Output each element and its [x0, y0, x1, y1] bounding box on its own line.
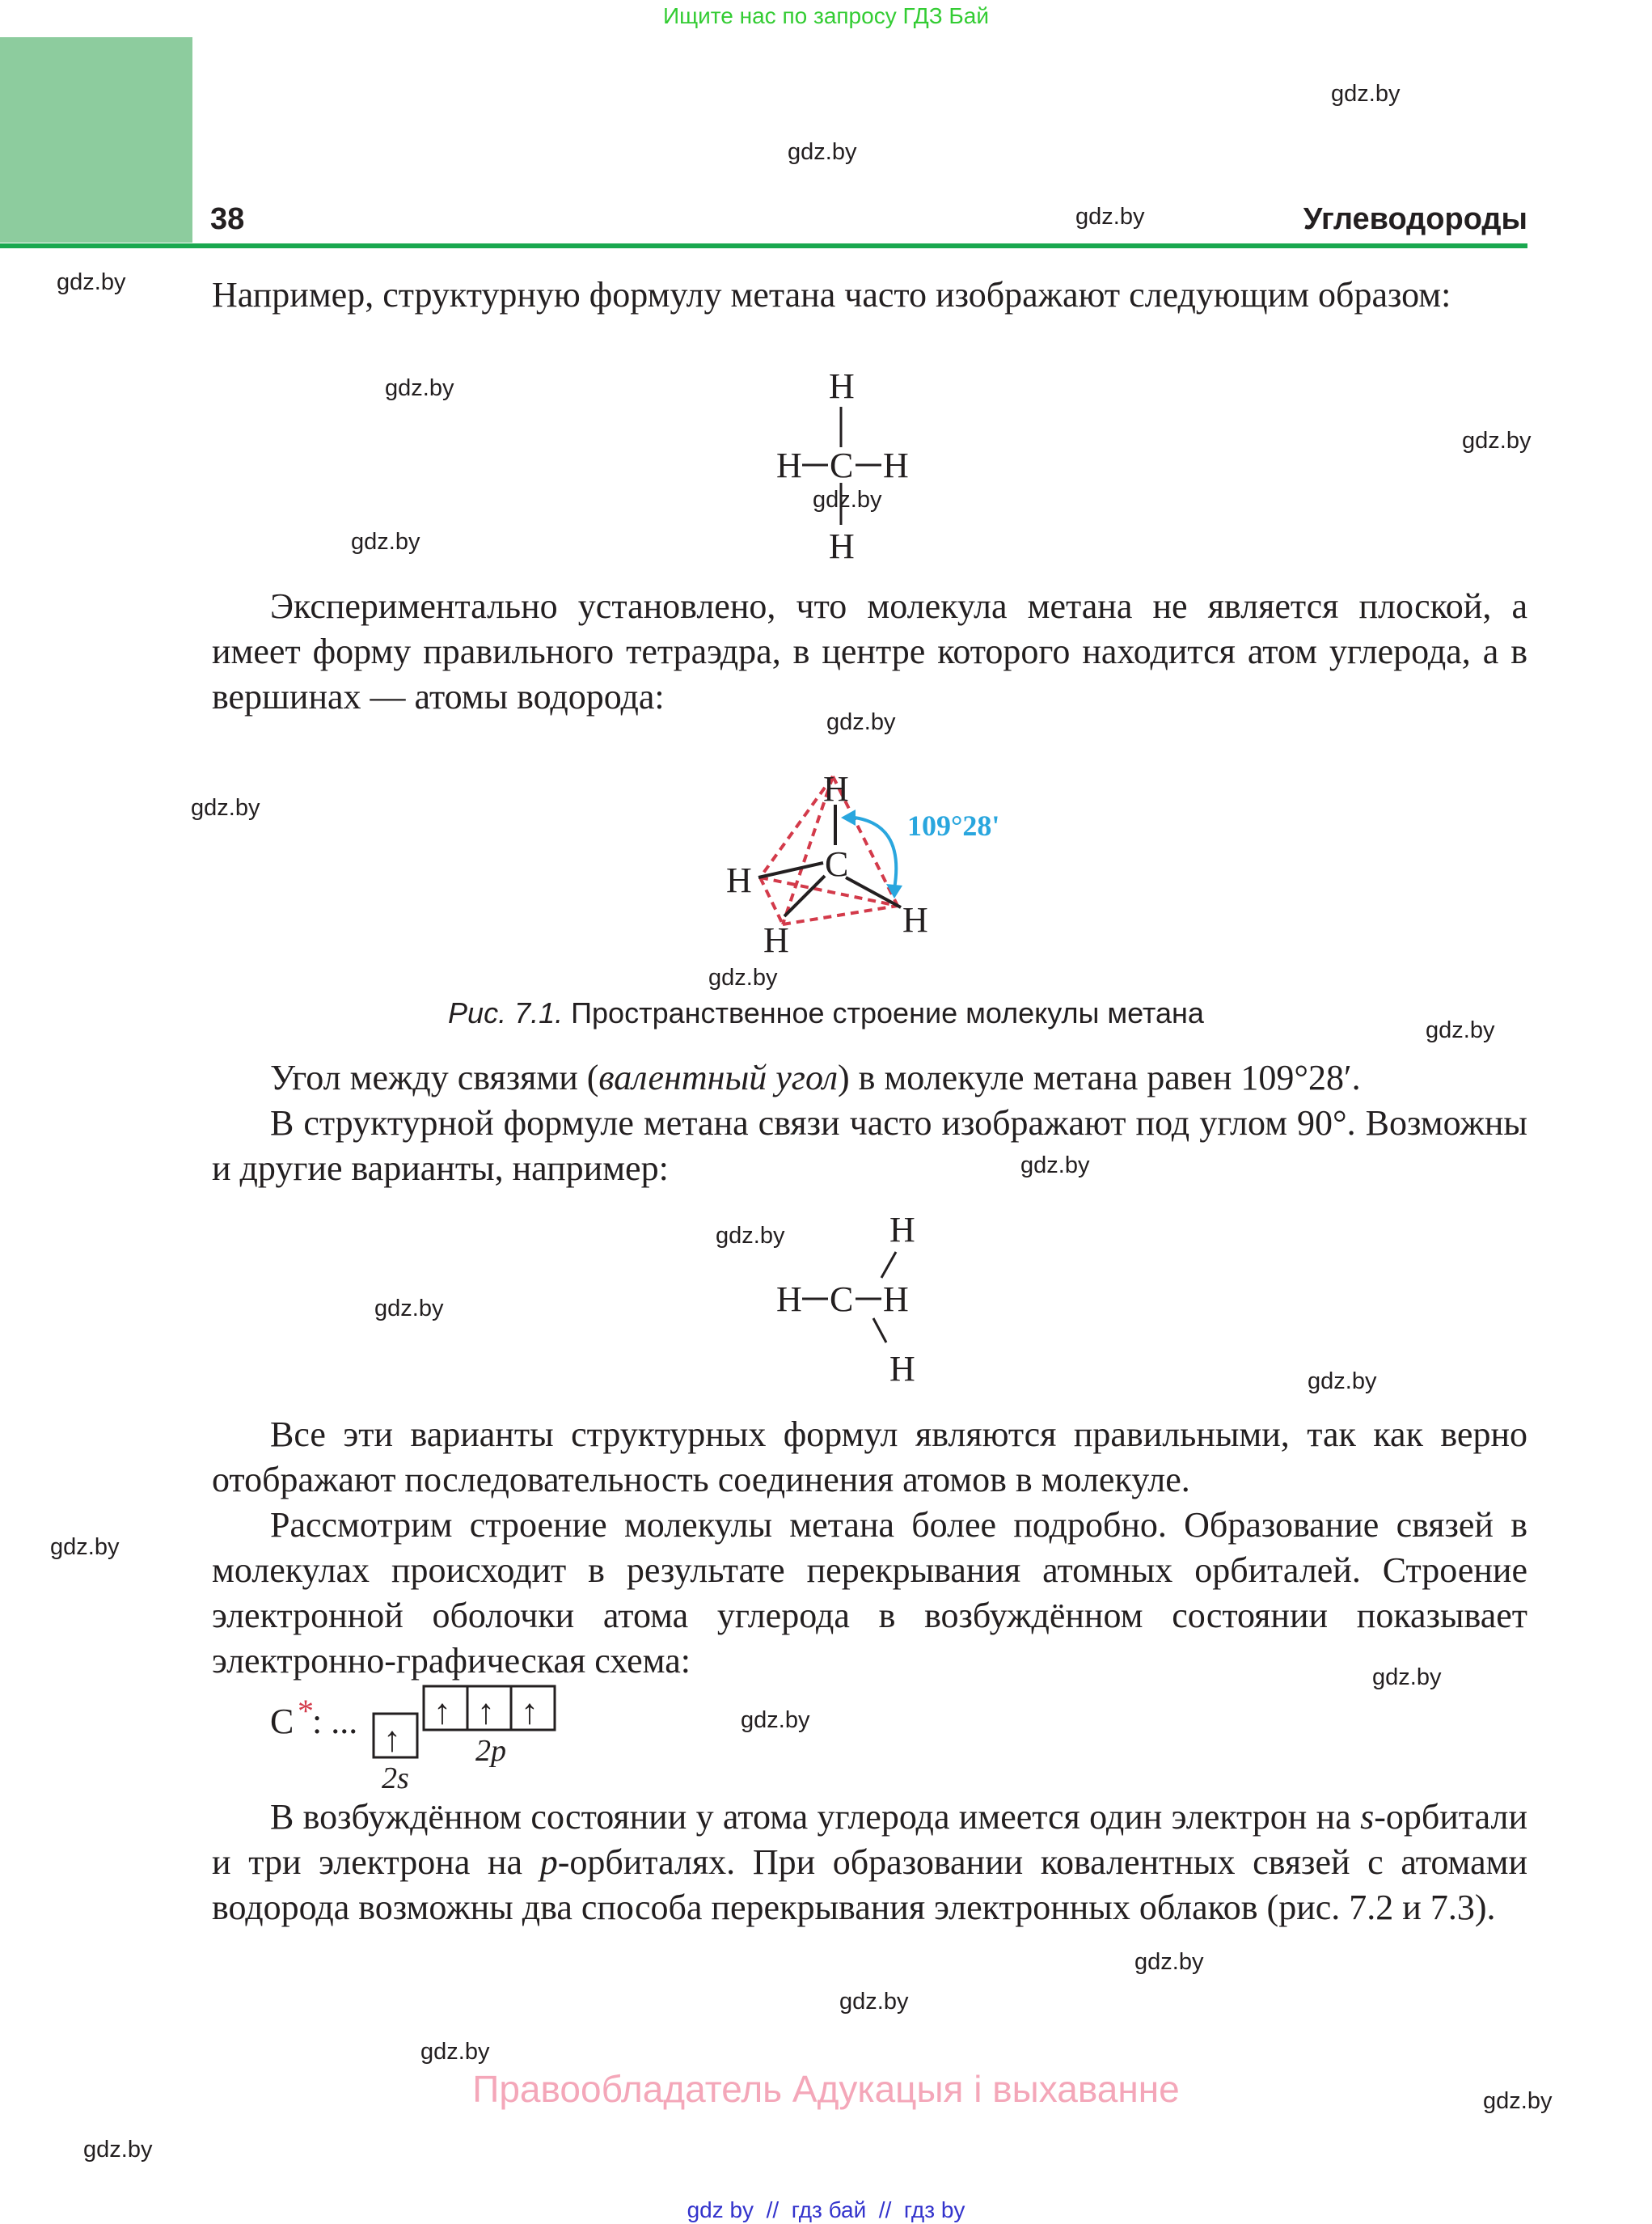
tetra-h-right: H [902, 900, 928, 940]
formula1-h-left: H [776, 446, 802, 485]
watermark: gdz.by [420, 2039, 490, 2065]
bond-line [881, 1252, 896, 1278]
tetra-c: C [825, 844, 849, 884]
p3-part-b: ) в молекуле метана равен 109°28′. [838, 1058, 1361, 1097]
figure-caption-text: Пространственное строение молекулы метана [571, 996, 1204, 1030]
p7-part-c: -орбиталях. При образовании ковалентных связей с атомами водорода возможны два способа перекрывания электронных облаков (рис. 7.2 и 7.3). [212, 1842, 1527, 1927]
watermark: gdz.by [826, 709, 896, 735]
methane-structural-formula-planar [752, 360, 978, 570]
paragraph-all-correct [212, 1412, 1527, 1503]
tetra-edge [783, 906, 898, 924]
p3-part-a: Угол между связями ( [270, 1058, 599, 1097]
electron-configuration-scheme [259, 1678, 598, 1799]
formula1-c: C [830, 446, 854, 485]
tetra-h-bottom: H [763, 920, 789, 960]
watermark: gdz.by [1426, 1017, 1495, 1043]
p7-part-b: -орбитали и три электрона на [212, 1797, 1527, 1882]
paragraph-90-degree-text: В структурной формуле метана связи часто изображают под углом 90°. Возможны и другие варианты, например: [212, 1103, 1527, 1188]
paragraph-orbitals [212, 1503, 1527, 1684]
bond-angle-label: 109°28' [907, 810, 1000, 842]
paragraph-tetrahedron [212, 584, 1527, 720]
figure-number: Рис. 7.1. [448, 996, 564, 1030]
c-h-bond [784, 876, 825, 916]
paragraph-excited-state [212, 1795, 1527, 1930]
formula2-h-right: H [883, 1279, 909, 1319]
label-2p: 2p [475, 1734, 506, 1768]
watermark: gdz.by [385, 375, 454, 401]
paragraph-all-correct-text: Все эти варианты структурных формул являются правильными, так как верно отображают последовательность соединения атомов в молекуле. [212, 1414, 1527, 1499]
formula2-h-bottom: H [889, 1349, 915, 1389]
watermark: gdz.by [1075, 204, 1145, 230]
electron-arrow-2p: ↑ [477, 1692, 495, 1731]
formula2-h-top: H [889, 1210, 915, 1249]
bottom-links[interactable]: gdz by // гдз бай // гдз by [687, 2197, 965, 2222]
watermark: gdz.by [716, 1223, 785, 1249]
watermark: gdz.by [1331, 81, 1401, 107]
c-h-bond [758, 863, 823, 877]
watermark: gdz.by [374, 1296, 444, 1321]
watermark: gdz.by [1020, 1152, 1090, 1178]
methane-structural-formula-alternative [752, 1205, 978, 1399]
tetra-h-left: H [726, 860, 752, 900]
watermark: gdz.by [741, 1707, 810, 1733]
rights-holder: Правообладатель Адукацыя і выхаванне [472, 2068, 1180, 2110]
watermark: gdz.by [1308, 1368, 1377, 1394]
electron-arrow-2s: ↑ [383, 1719, 401, 1759]
formula1-h-top: H [829, 366, 855, 406]
paragraph-orbitals-text: Рассмотрим строение молекулы метана более подробно. Образование связей в молекулах происходит в результате перекрывания атомных орбиталей. Строение электронной оболочки атома углерода в возбуждённом состоянии показывает электронно-графическая схема: [212, 1505, 1527, 1681]
scheme-excited-star: * [298, 1693, 314, 1729]
watermark: gdz.by [813, 487, 882, 513]
scheme-atom-c: C [270, 1702, 294, 1741]
watermark: gdz.by [57, 269, 126, 295]
electron-arrow-2p: ↑ [521, 1692, 539, 1731]
page-number: 38 [210, 202, 245, 236]
watermark: gdz.by [1372, 1664, 1442, 1690]
formula1-h-right: H [883, 446, 909, 485]
methane-tetrahedron-figure [703, 740, 1027, 975]
label-2s: 2s [382, 1761, 409, 1795]
tetra-h-top: H [823, 769, 849, 809]
watermark: gdz.by [708, 965, 778, 991]
p7-s: s [1360, 1797, 1375, 1837]
formula1-h-bottom: H [829, 526, 855, 566]
bond-line [873, 1318, 886, 1342]
p7-part-a: В возбуждённом состоянии у атома углерода имеется один электрон на [270, 1797, 1361, 1837]
paragraph-intro: Например, структурную формулу метана часто изображают следующим образом: [212, 275, 1451, 315]
paragraph-tetrahedron-text: Экспериментально установлено, что молекула метана не является плоской, а имеет форму правильного тетраэдра, в центре которого находится атом углерода, а в вершинах — атомы водорода: [212, 586, 1527, 717]
p7-p: p [539, 1842, 558, 1882]
paragraph-valence-angle [212, 1055, 1527, 1101]
formula2-c: C [830, 1279, 854, 1319]
watermark: gdz.by [1483, 2088, 1553, 2114]
figure-caption [0, 996, 1652, 1030]
watermark: gdz.by [1462, 428, 1532, 454]
angle-arrowhead-top [841, 810, 856, 826]
header-rule [0, 243, 1527, 248]
scheme-ellipsis: : ... [312, 1702, 358, 1741]
watermark: gdz.by [788, 139, 857, 165]
paragraph-90-degree [212, 1101, 1527, 1191]
watermark: gdz.by [351, 529, 420, 555]
watermark: gdz.by [83, 2137, 153, 2163]
watermark: gdz.by [50, 1534, 120, 1560]
electron-arrow-2p: ↑ [433, 1692, 451, 1731]
top-banner[interactable]: Ищите нас по запросу ГДЗ Бай [662, 3, 990, 28]
watermark: gdz.by [191, 795, 260, 821]
section-title: Углеводороды [1303, 202, 1527, 236]
term-valence-angle: валентный угол [598, 1058, 839, 1097]
tetra-edge [760, 877, 783, 924]
formula2-h-left: H [776, 1279, 802, 1319]
watermark: gdz.by [1134, 1949, 1204, 1975]
watermark: gdz.by [839, 1989, 909, 2015]
corner-color-block [0, 37, 192, 243]
